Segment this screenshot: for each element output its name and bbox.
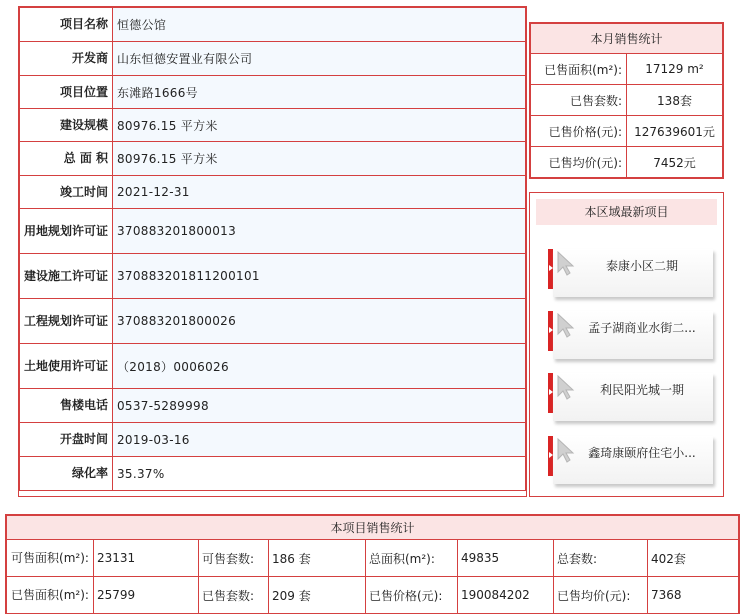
recent-project-name: 利民阳光城一期: [599, 383, 684, 397]
cursor-arrow-icon: [556, 438, 576, 464]
info-row: [20, 457, 526, 491]
info-row: [20, 176, 526, 209]
stats-row: [531, 116, 723, 147]
info-value: 370883201811200101: [113, 254, 526, 299]
info-row: [20, 142, 526, 176]
info-label: 工程规划许可证: [20, 299, 113, 344]
info-row: [20, 389, 526, 423]
stats-value: 17129 m²: [627, 54, 723, 85]
sales-label: 已售价格(元):: [366, 577, 458, 614]
project-sales-row: [7, 540, 739, 577]
info-label: 土地使用许可证: [20, 344, 113, 389]
stats-value: 138套: [627, 85, 723, 116]
info-label: 用地规划许可证: [20, 209, 113, 254]
stats-label: 已售面积(m²):: [531, 54, 627, 85]
recent-project-link[interactable]: [548, 373, 716, 429]
info-row: [20, 8, 526, 42]
sales-label: 已售面积(m²):: [7, 577, 94, 614]
info-value: 370883201800013: [113, 209, 526, 254]
sales-label: 可售面积(m²):: [7, 540, 94, 577]
info-value: 80976.15 平方米: [113, 142, 526, 176]
info-value: 2019-03-16: [113, 423, 526, 457]
project-sales-row: [7, 577, 739, 614]
recent-project-name: 鑫琦康颐府住宅小...: [588, 446, 696, 460]
recent-projects-title: 本区域最新项目: [536, 199, 717, 225]
stats-value: 7452元: [627, 147, 723, 178]
info-label: 总 面 积: [20, 142, 113, 176]
recent-projects-panel: [529, 192, 724, 497]
info-value: 80976.15 平方米: [113, 109, 526, 142]
sales-value: 402套: [648, 540, 739, 577]
project-sales-title: 本项目销售统计: [7, 516, 739, 540]
stats-row: [531, 147, 723, 178]
sales-value: 209 套: [269, 577, 366, 614]
sales-label: 总面积(m²):: [366, 540, 458, 577]
recent-project-link[interactable]: [548, 436, 716, 492]
info-label: 开发商: [20, 42, 113, 76]
stats-label: 已售均价(元):: [531, 147, 627, 178]
info-label: 建设施工许可证: [20, 254, 113, 299]
cursor-arrow-icon: [556, 313, 576, 339]
info-row: [20, 42, 526, 76]
info-row: [20, 299, 526, 344]
info-label: 项目名称: [20, 8, 113, 42]
sales-label: 已售套数:: [199, 577, 269, 614]
recent-project-name: 泰康小区二期: [605, 259, 678, 273]
project-sales-panel: [5, 514, 740, 614]
stats-label: 已售套数:: [531, 85, 627, 116]
info-row: [20, 423, 526, 457]
recent-project-link[interactable]: [548, 311, 716, 367]
sales-value: 7368: [648, 577, 739, 614]
info-value: 2021-12-31: [113, 176, 526, 209]
info-label: 竣工时间: [20, 176, 113, 209]
project-info-panel: [18, 6, 527, 497]
sales-label: 可售套数:: [199, 540, 269, 577]
recent-project-name: 孟子湖商业水街二...: [588, 321, 696, 335]
cursor-arrow-icon: [556, 375, 576, 401]
sales-value: 25799: [94, 577, 199, 614]
info-value: 山东恒德安置业有限公司: [113, 42, 526, 76]
info-row: [20, 254, 526, 299]
info-label: 项目位置: [20, 76, 113, 109]
info-value: 恒德公馆: [113, 8, 526, 42]
info-value: （2018）0006026: [113, 344, 526, 389]
monthly-stats-panel: [529, 22, 724, 179]
sales-label: 已售均价(元):: [554, 577, 648, 614]
project-info-table: [19, 7, 526, 491]
sales-label: 总套数:: [554, 540, 648, 577]
recent-project-link[interactable]: [548, 249, 716, 305]
info-row: [20, 209, 526, 254]
info-value: 370883201800026: [113, 299, 526, 344]
sales-value: 186 套: [269, 540, 366, 577]
stats-row: [531, 54, 723, 85]
info-label: 售楼电话: [20, 389, 113, 423]
info-row: [20, 344, 526, 389]
cursor-arrow-icon: [556, 251, 576, 277]
info-value: 0537-5289998: [113, 389, 526, 423]
stats-label: 已售价格(元):: [531, 116, 627, 147]
info-label: 建设规模: [20, 109, 113, 142]
info-value: 35.37%: [113, 457, 526, 491]
info-row: [20, 76, 526, 109]
info-label: 绿化率: [20, 457, 113, 491]
stats-row: [531, 85, 723, 116]
monthly-stats-table: [530, 23, 723, 178]
project-sales-table: [6, 515, 739, 614]
info-row: [20, 109, 526, 142]
sales-value: 23131: [94, 540, 199, 577]
monthly-stats-title: 本月销售统计: [531, 24, 723, 54]
info-label: 开盘时间: [20, 423, 113, 457]
stats-value: 127639601元: [627, 116, 723, 147]
info-value: 东滩路1666号: [113, 76, 526, 109]
sales-value: 49835: [458, 540, 554, 577]
sales-value: 190084202: [458, 577, 554, 614]
